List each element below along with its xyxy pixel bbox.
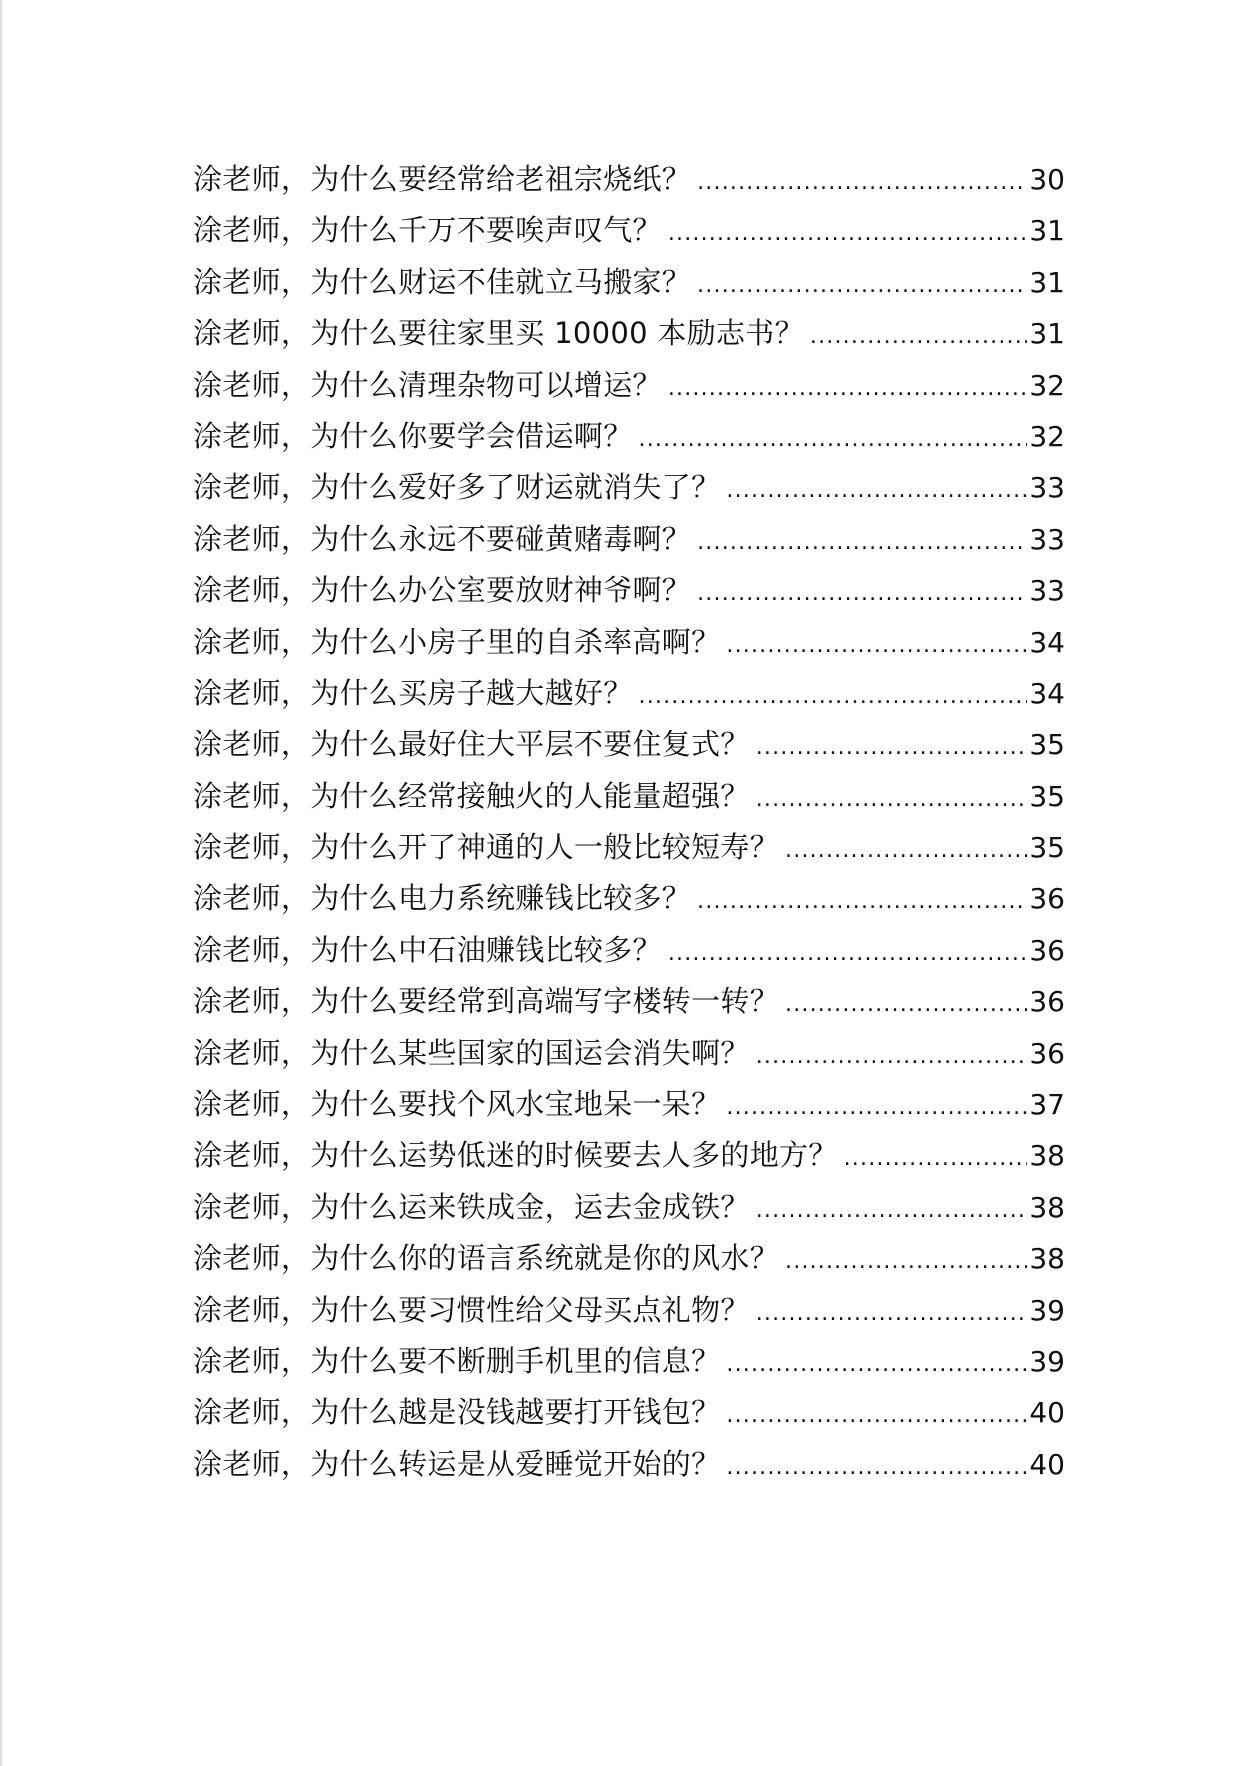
toc-entry[interactable] bbox=[193, 771, 1065, 822]
toc-dot-leader bbox=[697, 568, 1027, 616]
toc-dot-leader bbox=[668, 363, 1028, 411]
toc-entry-page-number: 31 bbox=[1029, 265, 1065, 299]
toc-entry[interactable] bbox=[193, 411, 1065, 462]
toc-entry[interactable] bbox=[193, 1130, 1065, 1181]
page-edge-shadow bbox=[0, 0, 3, 1766]
toc-entry[interactable] bbox=[193, 1387, 1065, 1438]
toc-entry[interactable] bbox=[193, 205, 1065, 256]
toc-entry-page-number: 37 bbox=[1029, 1088, 1065, 1122]
toc-entry[interactable] bbox=[193, 617, 1065, 668]
toc-entry-page-number: 38 bbox=[1029, 1242, 1065, 1276]
toc-entry[interactable] bbox=[193, 514, 1065, 565]
toc-entry-page-number: 33 bbox=[1029, 574, 1065, 608]
toc-dot-leader bbox=[726, 465, 1027, 513]
toc-entry-page-number: 38 bbox=[1029, 1190, 1065, 1224]
toc-entry-page-number: 32 bbox=[1029, 368, 1065, 402]
toc-entry-page-number: 34 bbox=[1029, 625, 1065, 659]
toc-dot-leader bbox=[668, 208, 1028, 256]
toc-entry[interactable] bbox=[193, 1439, 1065, 1490]
toc-entry[interactable] bbox=[193, 1182, 1065, 1233]
toc-entry[interactable] bbox=[193, 976, 1065, 1027]
toc-entry[interactable] bbox=[193, 308, 1065, 359]
toc-entry-title: 涂老师，为什么永远不要碰黄赌毒啊？ bbox=[193, 521, 692, 556]
toc-entry-title: 涂老师，为什么开了神通的人一般比较短寿？ bbox=[193, 830, 780, 865]
toc-entry[interactable] bbox=[193, 719, 1065, 770]
toc-entry-title: 涂老师，为什么要找个风水宝地呆一呆？ bbox=[193, 1087, 721, 1122]
toc-entry-page-number: 33 bbox=[1029, 522, 1065, 556]
toc-entry-title: 涂老师，为什么转运是从爱睡觉开始的？ bbox=[193, 1446, 721, 1481]
toc-entry-title: 涂老师，为什么运势低迷的时候要去人多的地方？ bbox=[193, 1138, 838, 1173]
toc-entry[interactable] bbox=[193, 154, 1065, 205]
toc-dot-leader bbox=[697, 157, 1027, 205]
toc-entry[interactable] bbox=[193, 668, 1065, 719]
toc-dot-leader bbox=[785, 825, 1027, 873]
toc-entry[interactable] bbox=[193, 925, 1065, 976]
toc-entry-title: 涂老师，为什么买房子越大越好？ bbox=[193, 675, 633, 710]
toc-entry-title: 涂老师，为什么经常接触火的人能量超强？ bbox=[193, 778, 750, 813]
toc-entry-title: 涂老师，为什么清理杂物可以增运？ bbox=[193, 367, 662, 402]
toc-entry-title: 涂老师，为什么办公室要放财神爷啊？ bbox=[193, 573, 692, 608]
toc-dot-leader bbox=[810, 311, 1027, 359]
table-of-contents bbox=[193, 154, 1065, 1490]
toc-entry-page-number: 33 bbox=[1029, 471, 1065, 505]
toc-dot-leader bbox=[697, 260, 1027, 308]
toc-entry-title: 涂老师，为什么要经常给老祖宗烧纸？ bbox=[193, 162, 692, 196]
toc-entry-page-number: 36 bbox=[1029, 1036, 1065, 1070]
toc-entry-title: 涂老师，为什么要经常到高端写字楼转一转？ bbox=[193, 984, 780, 1019]
toc-entry-page-number: 34 bbox=[1029, 676, 1065, 710]
toc-entry-title: 涂老师，为什么越是没钱越要打开钱包？ bbox=[193, 1395, 721, 1430]
toc-entry-page-number: 38 bbox=[1029, 1139, 1065, 1173]
toc-entry-page-number: 40 bbox=[1029, 1396, 1065, 1430]
toc-dot-leader bbox=[726, 1082, 1027, 1130]
toc-entry[interactable] bbox=[193, 565, 1065, 616]
toc-entry-page-number: 30 bbox=[1029, 163, 1065, 196]
toc-entry-page-number: 36 bbox=[1029, 933, 1065, 967]
toc-entry-page-number: 31 bbox=[1029, 317, 1065, 351]
toc-entry-title: 涂老师，为什么最好住大平层不要住复式？ bbox=[193, 727, 750, 762]
toc-dot-leader bbox=[785, 979, 1027, 1027]
toc-entry-title: 涂老师，为什么运来铁成金，运去金成铁？ bbox=[193, 1189, 750, 1224]
toc-dot-leader bbox=[668, 928, 1028, 976]
toc-dot-leader bbox=[726, 1390, 1027, 1438]
toc-entry-title: 涂老师，为什么要往家里买 10000 本励志书？ bbox=[193, 316, 804, 351]
toc-dot-leader bbox=[756, 1185, 1028, 1233]
toc-entry-page-number: 35 bbox=[1029, 728, 1065, 762]
toc-entry-page-number: 31 bbox=[1029, 214, 1065, 248]
toc-entry-title: 涂老师，为什么中石油赚钱比较多？ bbox=[193, 932, 662, 967]
toc-entry-page-number: 39 bbox=[1029, 1344, 1065, 1378]
toc-entry-page-number: 36 bbox=[1029, 985, 1065, 1019]
toc-entry[interactable] bbox=[193, 1079, 1065, 1130]
toc-dot-leader bbox=[756, 774, 1028, 822]
toc-entry[interactable] bbox=[193, 462, 1065, 513]
toc-dot-leader bbox=[785, 1236, 1027, 1284]
toc-entry-title: 涂老师，为什么你要学会借运啊？ bbox=[193, 418, 633, 453]
toc-entry[interactable] bbox=[193, 1233, 1065, 1284]
toc-entry-title: 涂老师，为什么爱好多了财运就消失了？ bbox=[193, 470, 721, 505]
toc-entry-title: 涂老师，为什么财运不佳就立马搬家？ bbox=[193, 264, 692, 299]
toc-dot-leader bbox=[726, 1442, 1027, 1490]
toc-entry-page-number: 39 bbox=[1029, 1293, 1065, 1327]
toc-entry[interactable] bbox=[193, 822, 1065, 873]
toc-entry-title: 涂老师，为什么要不断删手机里的信息？ bbox=[193, 1343, 721, 1378]
toc-entry[interactable] bbox=[193, 360, 1065, 411]
toc-entry-page-number: 36 bbox=[1029, 882, 1065, 916]
toc-entry-title: 涂老师，为什么小房子里的自杀率高啊？ bbox=[193, 624, 721, 659]
toc-entry-page-number: 35 bbox=[1029, 779, 1065, 813]
toc-dot-leader bbox=[756, 1031, 1028, 1079]
toc-entry[interactable] bbox=[193, 873, 1065, 924]
toc-dot-leader bbox=[639, 414, 1028, 462]
toc-dot-leader bbox=[697, 876, 1027, 924]
toc-entry-title: 涂老师，为什么你的语言系统就是你的风水？ bbox=[193, 1241, 780, 1276]
toc-entry[interactable] bbox=[193, 1028, 1065, 1079]
toc-dot-leader bbox=[756, 722, 1028, 770]
toc-dot-leader bbox=[756, 1288, 1028, 1336]
toc-entry-page-number: 40 bbox=[1029, 1447, 1065, 1481]
toc-dot-leader bbox=[726, 1339, 1027, 1387]
toc-entry-title: 涂老师，为什么要习惯性给父母买点礼物？ bbox=[193, 1292, 750, 1327]
toc-entry[interactable] bbox=[193, 1336, 1065, 1387]
toc-entry-title: 涂老师，为什么电力系统赚钱比较多？ bbox=[193, 881, 692, 916]
toc-entry-page-number: 35 bbox=[1029, 831, 1065, 865]
toc-entry-page-number: 32 bbox=[1029, 419, 1065, 453]
toc-entry[interactable] bbox=[193, 257, 1065, 308]
toc-dot-leader bbox=[639, 671, 1028, 719]
toc-entry-title: 涂老师，为什么千万不要唉声叹气？ bbox=[193, 213, 662, 248]
toc-dot-leader bbox=[697, 517, 1027, 565]
toc-entry-title: 涂老师，为什么某些国家的国运会消失啊？ bbox=[193, 1035, 750, 1070]
toc-dot-leader bbox=[844, 1133, 1028, 1181]
toc-dot-leader bbox=[726, 620, 1027, 668]
toc-entry[interactable] bbox=[193, 1285, 1065, 1336]
